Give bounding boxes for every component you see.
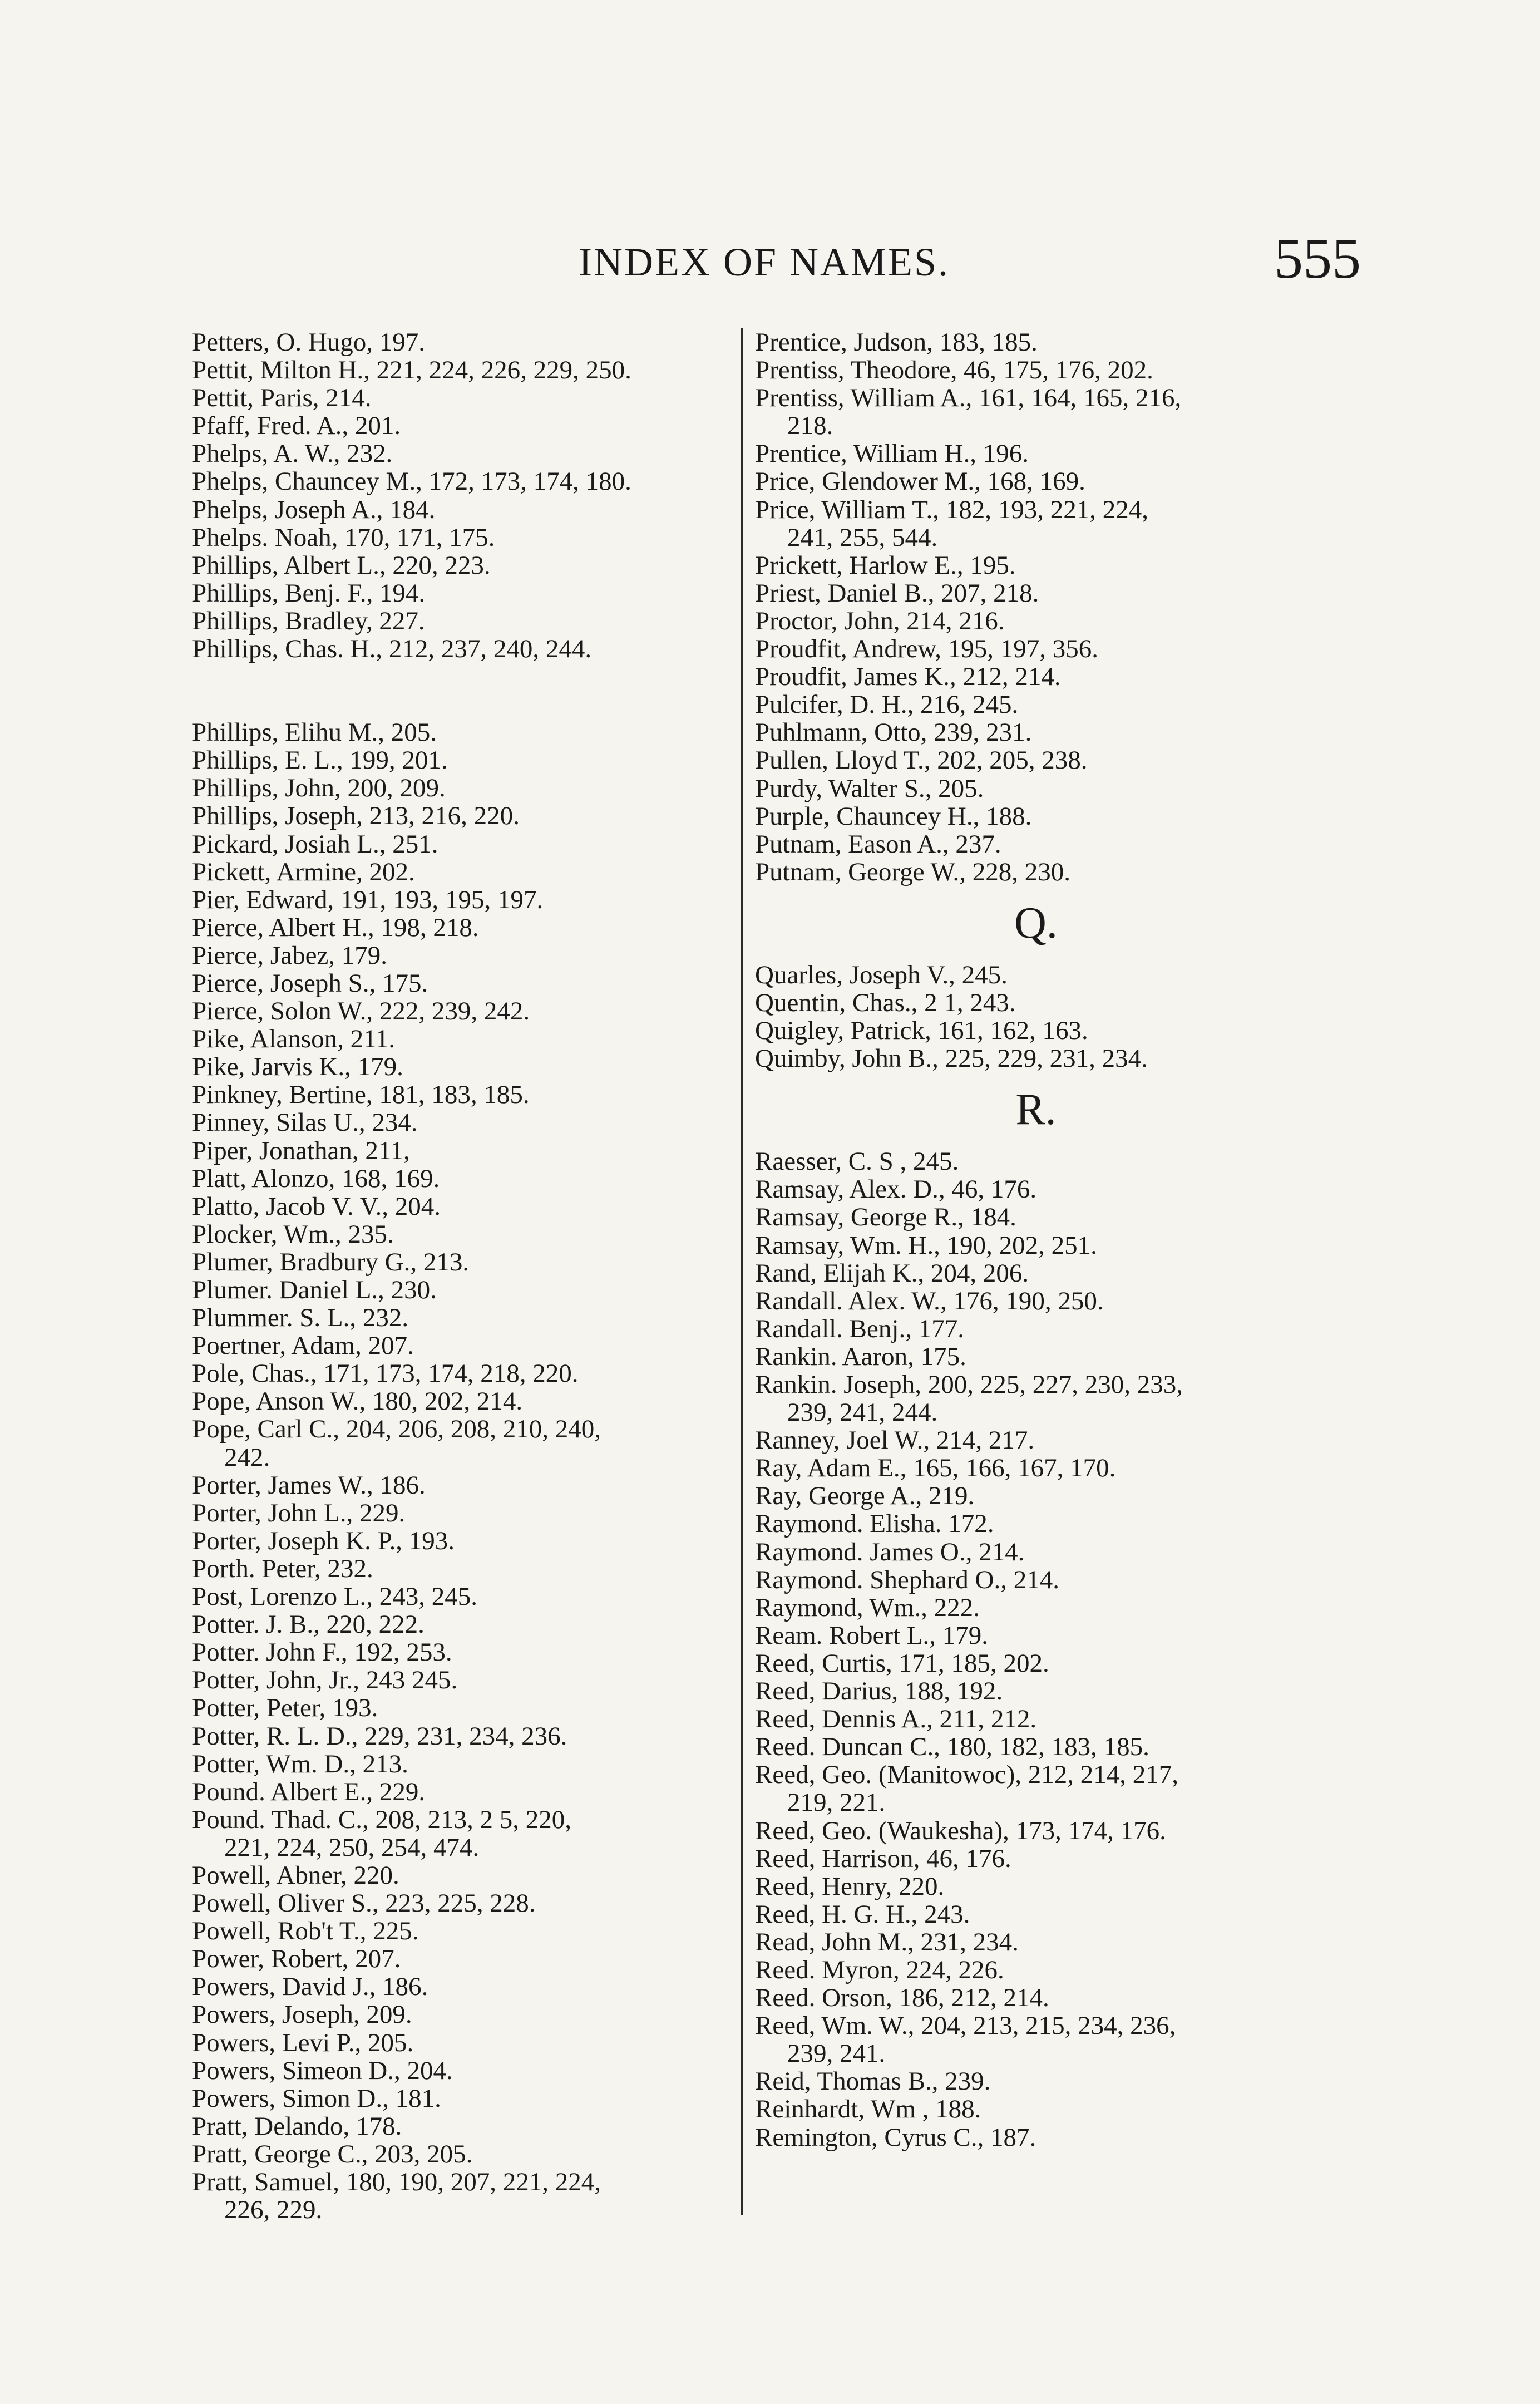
index-entry: Phillips, Albert L., 220, 223. bbox=[192, 551, 491, 579]
index-entry: Prentiss, William A., 161, 164, 165, 216, bbox=[755, 384, 1182, 412]
index-entry: Rankin. Aaron, 175. bbox=[755, 1342, 966, 1371]
index-entry: Phillips, E. L., 199, 201. bbox=[192, 746, 448, 775]
index-entry: Powers, Simon D., 181. bbox=[192, 2084, 441, 2112]
index-entry: Quentin, Chas., 2 1, 243. bbox=[755, 988, 1016, 1017]
index-entry: Proctor, John, 214, 216. bbox=[755, 607, 1005, 636]
index-entry: Prentice, Judson, 183, 185. bbox=[755, 328, 1038, 357]
index-entry-continuation: 239, 241. bbox=[787, 2040, 886, 2068]
index-entry: Quimby, John B., 225, 229, 231, 234. bbox=[755, 1045, 1148, 1073]
index-entry-continuation: 242. bbox=[224, 1443, 270, 1471]
index-entry: Pfaff, Fred. A., 201. bbox=[192, 412, 401, 440]
index-entry: Pickett, Armine, 202. bbox=[192, 858, 415, 886]
index-entry-continuation: 218. bbox=[787, 412, 833, 440]
index-entry: Ray, George A., 219. bbox=[755, 1482, 975, 1510]
index-entry: Reed. Duncan C., 180, 182, 183, 185. bbox=[755, 1733, 1149, 1761]
column-divider bbox=[741, 328, 743, 2215]
index-entry: Proudfit, Andrew, 195, 197, 356. bbox=[755, 635, 1099, 663]
index-entry: Reed, Geo. (Manitowoc), 212, 214, 217, bbox=[755, 1761, 1178, 1789]
index-entry: Reed, Harrison, 46, 176. bbox=[755, 1844, 1011, 1873]
index-entry: Reed, Wm. W., 204, 213, 215, 234, 236, bbox=[755, 2012, 1176, 2040]
index-entry: Phillips, Chas. H., 212, 237, 240, 244. bbox=[192, 635, 592, 663]
index-entry: Pullen, Lloyd T., 202, 205, 238. bbox=[755, 746, 1088, 775]
index-entry: Prickett, Harlow E., 195. bbox=[755, 551, 1016, 579]
index-entry: Phillips, Benj. F., 194. bbox=[192, 579, 426, 607]
index-entry: Powers, Joseph, 209. bbox=[192, 2001, 412, 2029]
index-entry: Pier, Edward, 191, 193, 195, 197. bbox=[192, 885, 544, 914]
index-entry: Platt, Alonzo, 168, 169. bbox=[192, 1164, 440, 1193]
index-entry: Pickard, Josiah L., 251. bbox=[192, 830, 438, 858]
index-entry: Pound. Albert E., 229. bbox=[192, 1777, 426, 1806]
index-entry: Pratt, George C., 203, 205. bbox=[192, 2140, 473, 2168]
index-entry: Pierce, Joseph S., 175. bbox=[192, 969, 428, 998]
index-entry: Putnam, George W., 228, 230. bbox=[755, 858, 1071, 886]
index-entry: Pratt, Samuel, 180, 190, 207, 221, 224, bbox=[192, 2168, 601, 2196]
index-entry: Prentiss, Theodore, 46, 175, 176, 202. bbox=[755, 356, 1153, 385]
index-entry-continuation: 226, 229. bbox=[224, 2196, 323, 2224]
index-entry: Plummer. S. L., 232. bbox=[192, 1304, 409, 1332]
index-entry: Powell, Rob't T., 225. bbox=[192, 1917, 419, 1945]
index-entry: Reed, Geo. (Waukesha), 173, 174, 176. bbox=[755, 1816, 1166, 1845]
index-entry: Putnam, Eason A., 237. bbox=[755, 830, 1001, 858]
index-entry: Pratt, Delando, 178. bbox=[192, 2112, 402, 2140]
index-entry: Prentice, William H., 196. bbox=[755, 440, 1029, 468]
index-entry: Raymond, Wm., 222. bbox=[755, 1593, 980, 1622]
index-entry: Poertner, Adam, 207. bbox=[192, 1332, 414, 1360]
index-entry: Ramsay, Wm. H., 190, 202, 251. bbox=[755, 1231, 1097, 1259]
index-entry: Pierce, Jabez, 179. bbox=[192, 941, 388, 969]
index-entry: Post, Lorenzo L., 243, 245. bbox=[192, 1583, 478, 1611]
index-entry-continuation: 239, 241, 244. bbox=[787, 1398, 938, 1427]
index-entry: Power, Robert, 207. bbox=[192, 1945, 401, 1973]
index-entry: Potter, Peter, 193. bbox=[192, 1694, 378, 1722]
index-entry: Ranney, Joel W., 214, 217. bbox=[755, 1426, 1035, 1455]
index-entry: Powell, Oliver S., 223, 225, 228. bbox=[192, 1889, 536, 1918]
index-entry: Potter, Wm. D., 213. bbox=[192, 1750, 408, 1778]
section-letter-r: R. bbox=[1015, 1085, 1057, 1135]
column-gap bbox=[192, 663, 723, 718]
index-entry: Reed, Henry, 220. bbox=[755, 1872, 945, 1900]
index-entry: Priest, Daniel B., 207, 218. bbox=[755, 579, 1039, 607]
left-column bbox=[192, 328, 723, 2224]
index-entry: Phelps, Chauncey M., 172, 173, 174, 180. bbox=[192, 467, 631, 496]
index-entry: Reed, Dennis A., 211, 212. bbox=[755, 1705, 1037, 1733]
index-entry: Reed. Myron, 224, 226. bbox=[755, 1955, 1004, 1984]
index-entry: Pinkney, Bertine, 181, 183, 185. bbox=[192, 1081, 530, 1109]
index-entry: Ream. Robert L., 179. bbox=[755, 1621, 989, 1649]
index-entry: Phillips, Elihu M., 205. bbox=[192, 718, 437, 747]
index-entry: Rand, Elijah K., 204, 206. bbox=[755, 1259, 1029, 1287]
index-entry-continuation: 219, 221. bbox=[787, 1789, 886, 1817]
index-entry: Rankin. Joseph, 200, 225, 227, 230, 233, bbox=[755, 1371, 1183, 1399]
index-entry: Phelps, Joseph A., 184. bbox=[192, 495, 436, 524]
index-entry: Potter. John F., 192, 253. bbox=[192, 1638, 452, 1667]
index-entry: Pike, Alanson, 211. bbox=[192, 1025, 396, 1053]
index-entry: Plumer, Bradbury G., 213. bbox=[192, 1248, 470, 1276]
index-entry: Porter, James W., 186. bbox=[192, 1471, 426, 1499]
index-entry: Pound. Thad. C., 208, 213, 2 5, 220, bbox=[192, 1805, 571, 1834]
index-entry: Plumer. Daniel L., 230. bbox=[192, 1276, 437, 1304]
index-entry: Porter, Joseph K. P., 193. bbox=[192, 1526, 455, 1555]
index-entry: Phelps, A. W., 232. bbox=[192, 440, 393, 468]
index-entry: Potter, R. L. D., 229, 231, 234, 236. bbox=[192, 1722, 567, 1750]
index-entry: Puhlmann, Otto, 239, 231. bbox=[755, 718, 1032, 747]
index-entry: Raymond. Elisha. 172. bbox=[755, 1510, 994, 1538]
index-entry: Ramsay, George R., 184. bbox=[755, 1203, 1016, 1231]
index-entry: Raymond. Shephard O., 214. bbox=[755, 1565, 1059, 1594]
index-entry: Pole, Chas., 171, 173, 174, 218, 220. bbox=[192, 1359, 579, 1388]
index-entry: Pinney, Silas U., 234. bbox=[192, 1109, 418, 1137]
index-entry-continuation: 221, 224, 250, 254, 474. bbox=[224, 1833, 480, 1861]
index-entry: Proudfit, James K., 212, 214. bbox=[755, 663, 1061, 691]
index-entry: Pulcifer, D. H., 216, 245. bbox=[755, 691, 1019, 719]
index-entry: Randall. Alex. W., 176, 190, 250. bbox=[755, 1287, 1104, 1315]
index-entry: Porth. Peter, 232. bbox=[192, 1554, 373, 1583]
running-head: INDEX OF NAMES. bbox=[579, 240, 950, 284]
index-entry: Pierce, Solon W., 222, 239, 242. bbox=[192, 997, 530, 1026]
index-entry: Reid, Thomas B., 239. bbox=[755, 2067, 991, 2096]
index-entry: Potter. J. B., 220, 222. bbox=[192, 1610, 425, 1639]
index-entry: Phillips, Bradley, 227. bbox=[192, 607, 425, 636]
index-entry: Potter, John, Jr., 243 245. bbox=[192, 1666, 458, 1694]
index-entry: Purple, Chauncey H., 188. bbox=[755, 802, 1032, 830]
index-entry: Powers, David J., 186. bbox=[192, 1973, 428, 2001]
index-entry: Phillips, John, 200, 209. bbox=[192, 774, 446, 802]
index-entry: Platto, Jacob V. V., 204. bbox=[192, 1192, 441, 1220]
index-entry: Ramsay, Alex. D., 46, 176. bbox=[755, 1175, 1037, 1204]
index-entry: Reed. Orson, 186, 212, 214. bbox=[755, 1984, 1049, 2012]
index-entry: Randall. Benj., 177. bbox=[755, 1314, 964, 1343]
index-entry: Pettit, Milton H., 221, 224, 226, 229, 250. bbox=[192, 356, 631, 385]
index-entry: Petters, O. Hugo, 197. bbox=[192, 328, 426, 357]
index-entry: Phillips, Joseph, 213, 216, 220. bbox=[192, 802, 520, 830]
page-number: 555 bbox=[1274, 226, 1361, 290]
index-entry: Reed, Darius, 188, 192. bbox=[755, 1677, 1003, 1706]
index-entry: Powers, Levi P., 205. bbox=[192, 2028, 414, 2057]
index-entry: Quarles, Joseph V., 245. bbox=[755, 960, 1008, 989]
index-entry: Pope, Anson W., 180, 202, 214. bbox=[192, 1387, 523, 1416]
index-entry: Read, John M., 231, 234. bbox=[755, 1928, 1019, 1956]
index-entry: Pierce, Albert H., 198, 218. bbox=[192, 913, 479, 942]
index-entry: Pike, Jarvis K., 179. bbox=[192, 1053, 403, 1081]
index-entry: Phelps. Noah, 170, 171, 175. bbox=[192, 523, 495, 551]
index-entry-continuation: 241, 255, 544. bbox=[787, 523, 938, 551]
index-entry: Remington, Cyrus C., 187. bbox=[755, 2123, 1036, 2151]
index-entry: Reed, Curtis, 171, 185, 202. bbox=[755, 1649, 1049, 1678]
section-letter-q: Q. bbox=[1014, 898, 1058, 948]
index-entry: Price, Glendower M., 168, 169. bbox=[755, 467, 1085, 496]
index-entry: Pope, Carl C., 204, 206, 208, 210, 240, bbox=[192, 1415, 601, 1444]
index-entry: Reinhardt, Wm , 188. bbox=[755, 2095, 981, 2124]
index-entry: Price, William T., 182, 193, 221, 224, bbox=[755, 495, 1148, 524]
right-column bbox=[755, 328, 1317, 2151]
index-entry: Quigley, Patrick, 161, 162, 163. bbox=[755, 1017, 1088, 1045]
index-entry: Pettit, Paris, 214. bbox=[192, 384, 372, 412]
index-entry: Porter, John L., 229. bbox=[192, 1499, 406, 1527]
index-entry: Plocker, Wm., 235. bbox=[192, 1220, 394, 1248]
index-entry: Purdy, Walter S., 205. bbox=[755, 774, 984, 802]
index-entry: Reed, H. G. H., 243. bbox=[755, 1900, 970, 1928]
index-entry: Raesser, C. S , 245. bbox=[755, 1147, 959, 1176]
index-entry: Piper, Jonathan, 211, bbox=[192, 1136, 410, 1165]
index-entry: Raymond. James O., 214. bbox=[755, 1538, 1025, 1566]
index-entry: Powell, Abner, 220. bbox=[192, 1861, 399, 1890]
index-entry: Powers, Simeon D., 204. bbox=[192, 2056, 453, 2085]
index-entry: Ray, Adam E., 165, 166, 167, 170. bbox=[755, 1454, 1116, 1482]
